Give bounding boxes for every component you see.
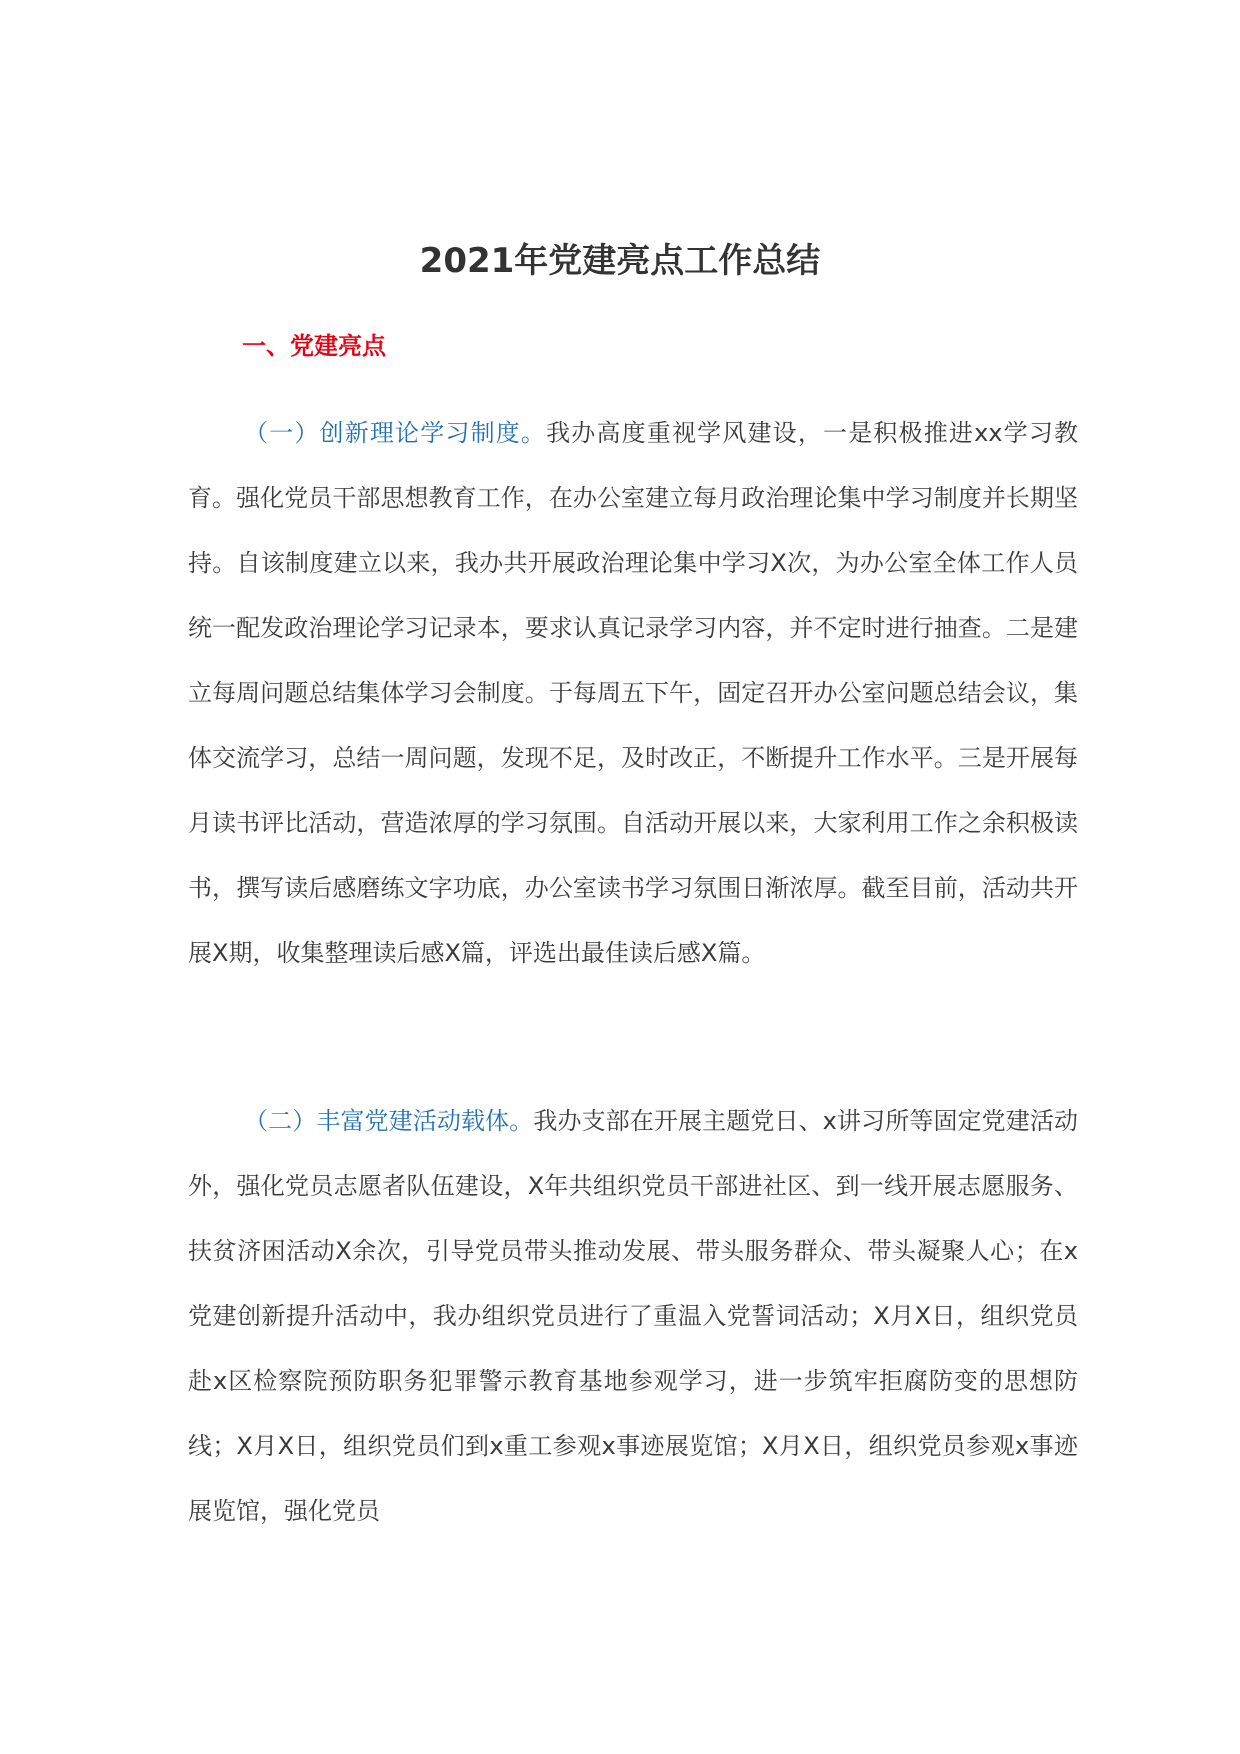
paragraph-subheading: （一）创新理论学习制度。 [244,419,547,447]
paragraph-subheading: （二）丰富党建活动载体。 [244,1107,534,1135]
paragraph-theory-study [188,401,1078,986]
paragraph-body: 我办高度重视学风建设，一是积极推进xx学习教育。强化党员干部思想教育工作，在办公室建立每月政治理论集中学习制度并长期坚持。自该制度建立以来，我办共开展政治理论集中学习X次，为办公室全体工作人员统一配发政治理论学习记录本，要求认真记录学习内容，并不定时进行抽查。二是建立每周问题总结集体学习会制度。于每周五下午，固定召开办公室问题总结会议，集体交流学习，总结一周问题，发现不足，及时改正，不断提升工作水平。三是开展每月读书评比活动，营造浓厚的学习氛围。自活动开展以来，大家利用工作之余积极读书，撰写读后感磨练文字功底，办公室读书学习氛围日渐浓厚。截至目前，活动共开展X期，收集整理读后感X篇，评选出最佳读后感X篇。 [188,419,1079,967]
paragraph-activity-carriers [188,1089,1078,1544]
document-title: 2021年党建亮点工作总结 [419,241,821,281]
paragraph-body: 我办支部在开展主题党日、x讲习所等固定党建活动外，强化党员志愿者队伍建设，X年共组织党员干部进社区、到一线开展志愿服务、扶贫济困活动X余次，引导党员带头推动发展、带头服务群众、带头凝聚人心；在x党建创新提升活动中，我办组织党员进行了重温入党誓词活动；X月X日，组织党员赴x区检察院预防职务犯罪警示教育基地参观学习，进一步筑牢拒腐防变的思想防线；X月X日，组织党员们到x重工参观x事迹展览馆；X月X日，组织党员参观x事迹展览馆，强化党员 [188,1107,1079,1525]
section-heading-party-highlights: 一、党建亮点 [242,332,386,360]
